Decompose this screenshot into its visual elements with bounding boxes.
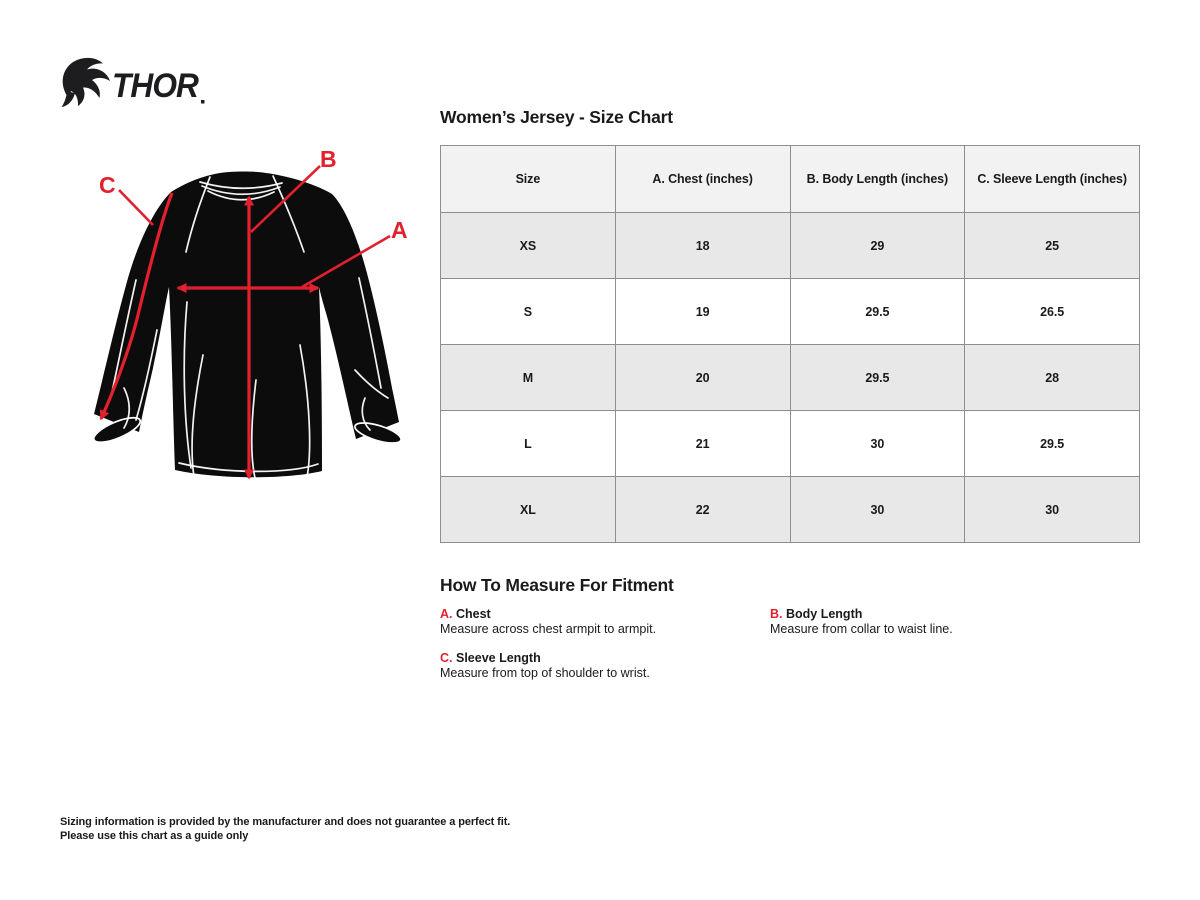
table-row-xl <box>441 477 1140 543</box>
cell-chest: 19 <box>615 279 790 345</box>
cell-body-length: 30 <box>790 477 965 543</box>
cell-sleeve-length: 29.5 <box>965 411 1140 477</box>
how-to-measure-grid <box>440 607 1140 680</box>
goat-head-icon <box>62 58 111 107</box>
cell-chest: 21 <box>615 411 790 477</box>
jersey-diagram-svg <box>60 130 430 500</box>
cell-sleeve-length: 26.5 <box>965 279 1140 345</box>
page-title: Women’s Jersey - Size Chart <box>440 107 673 127</box>
table-row-s <box>441 279 1140 345</box>
table-header-row <box>441 146 1140 213</box>
cell-sleeve-length: 25 <box>965 213 1140 279</box>
how-to-measure-section <box>440 575 1140 680</box>
sizing-disclaimer <box>60 816 510 843</box>
measure-key-a: A. <box>440 607 453 621</box>
measure-desc-chest: Measure across chest armpit to armpit. <box>440 622 657 636</box>
cell-chest: 20 <box>615 345 790 411</box>
measure-key-b: B. <box>770 607 783 621</box>
cell-size: M <box>441 345 616 411</box>
how-to-measure-title: How To Measure For Fitment <box>440 575 674 595</box>
column-header-body-length: B. Body Length (inches) <box>790 146 965 213</box>
cell-size: S <box>441 279 616 345</box>
measure-name-body-length: Body Length <box>785 607 863 621</box>
measure-name-chest: Chest <box>455 607 491 621</box>
measurement-label-a: A <box>391 217 408 243</box>
column-header-sleeve-length: C. Sleeve Length (inches) <box>965 146 1140 213</box>
cell-size: XS <box>441 213 616 279</box>
measure-desc-sleeve-length: Measure from top of shoulder to wrist. <box>440 666 650 680</box>
cell-chest: 22 <box>615 477 790 543</box>
table-row-l <box>441 411 1140 477</box>
cell-body-length: 30 <box>790 411 965 477</box>
jersey-silhouette <box>94 172 399 478</box>
label-c-leader <box>119 190 153 225</box>
measure-desc-body-length: Measure from collar to waist line. <box>770 622 953 636</box>
cell-body-length: 29.5 <box>790 279 965 345</box>
measurement-label-b: B <box>320 146 337 172</box>
column-header-size: Size <box>441 146 616 213</box>
trademark-dot <box>201 100 205 104</box>
measure-item-label <box>440 607 770 621</box>
brand-wordmark: THOR <box>112 67 200 105</box>
cell-size: XL <box>441 477 616 543</box>
thor-logo-svg <box>60 56 210 108</box>
table-row-xs <box>441 213 1140 279</box>
jersey-measurement-diagram <box>60 130 430 500</box>
column-header-chest: A. Chest (inches) <box>615 146 790 213</box>
measurement-label-c: C <box>99 172 116 198</box>
measure-name-sleeve-length: Sleeve Length <box>455 651 541 665</box>
measure-item-sleeve-length <box>440 651 770 680</box>
table-row-m <box>441 345 1140 411</box>
cell-chest: 18 <box>615 213 790 279</box>
measure-item-label <box>440 651 770 665</box>
cell-sleeve-length: 28 <box>965 345 1140 411</box>
cell-body-length: 29 <box>790 213 965 279</box>
brand-logo <box>60 56 210 108</box>
measure-item-body-length <box>770 607 1100 636</box>
cell-body-length: 29.5 <box>790 345 965 411</box>
disclaimer-line-1: Sizing information is provided by the manufacturer and does not guarantee a perfect fit. <box>60 816 511 828</box>
cell-size: L <box>441 411 616 477</box>
disclaimer-line-2: Please use this chart as a guide only <box>60 829 249 842</box>
size-chart-table <box>440 145 1140 543</box>
measure-item-chest <box>440 607 770 636</box>
measure-item-label <box>770 607 1100 621</box>
cell-sleeve-length: 30 <box>965 477 1140 543</box>
measure-key-c: C. <box>440 651 453 665</box>
